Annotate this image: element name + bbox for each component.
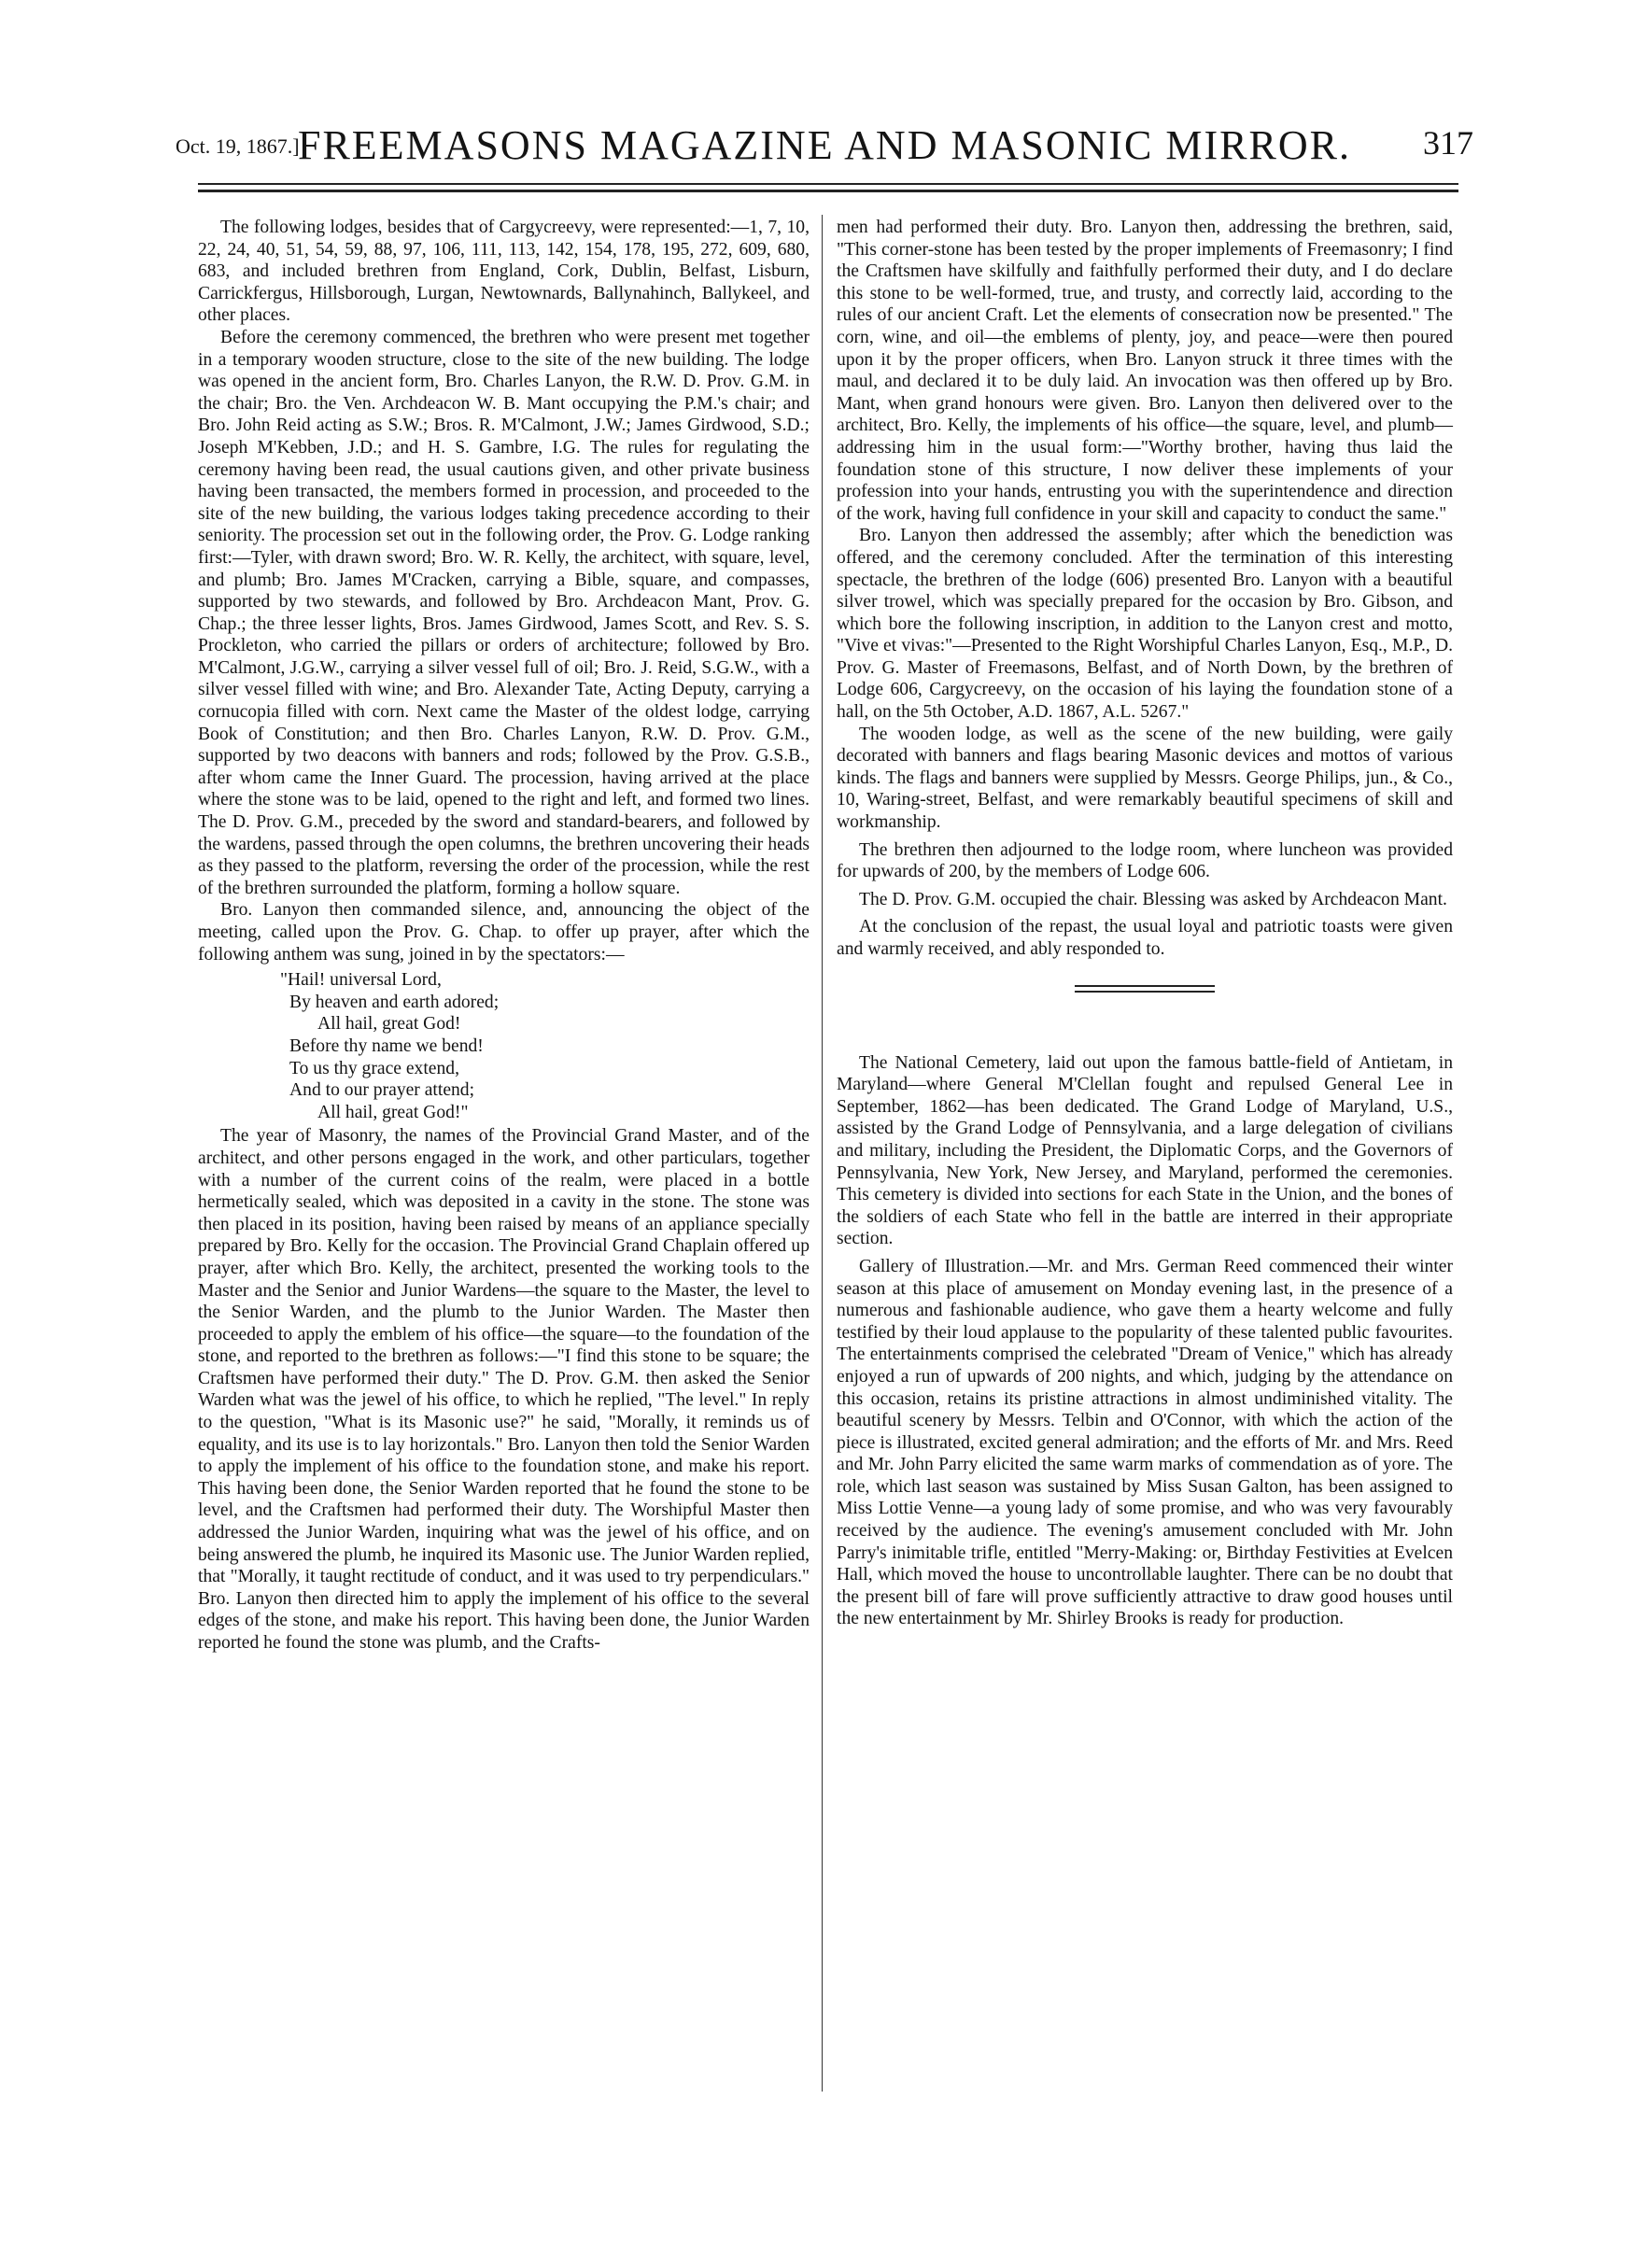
header-rule-thin	[198, 183, 1458, 185]
verse-line: And to our prayer attend;	[289, 1080, 475, 1101]
magazine-title: FREEMASONS MAGAZINE AND MASONIC MIRROR.	[297, 122, 1351, 168]
verse-line: By heaven and earth adored;	[289, 992, 500, 1012]
verse-line: "Hail! universal Lord,	[280, 970, 442, 991]
national-cemetery-paragraph: The National Cemetery, laid out upon the famous battle-field of Antietam, in Maryland—where General M'Clellan fought and repulsed General Lee in September, 1862—has been dedicated. The Grand Lodge of Maryland, U.S., assisted by the Grand Lodge of Pennsylvania, and a large delegation of civilians and military, including the President, the Diplomatic Corps, and the Governors of Pennsylvania, New York, New Jersey, and Maryland, performed the ceremonies. This cemetery is divided into sections for each State in the Union, and the bones of the soldiers of each State who fell in the battle are interred in their appropriate section.	[837, 1052, 1453, 1249]
page-header	[176, 121, 1473, 177]
left-column	[198, 217, 810, 1655]
verse-line: All hail, great God!"	[317, 1102, 469, 1122]
verse-line: Before thy name we bend!	[289, 1035, 484, 1056]
chair-paragraph: The D. Prov. G.M. occupied the chair. Blessing was asked by Archdeacon Mant.	[859, 889, 1447, 909]
stone-laying-paragraph: The year of Masonry, the names of the Provincial Grand Master, and of the architect, and other persons engaged in the work, and other particulars, together with a number of the current coins of the realm, were placed in a bottle hermetically sealed, which was deposited in a cavity in the stone. The stone was then placed in its position, having been raised by means of an appliance specially prepared by Bro. Kelly for the occasion. The Provincial Grand Chaplain offered up prayer, after which Bro. Kelly, the architect, presented the working tools to the Master and the Senior and Junior Wardens—the square to the Master, the level to the Senior Warden, and the plumb to the Junior Warden. The Master then proceeded to apply the emblem of his office—the square—to the foundation of the stone, and reported to the brethren as follows:—"I find this stone to be square; the Craftsmen have performed their duty." The D. Prov. G.M. then asked the Senior Warden what was the jewel of his office, to which he replied, "The level." In reply to the question, "What is its Masonic use?" he said, "Morally, it reminds us of equality, and its use is to lay horizontals." Bro. Lanyon then told the Senior Warden to apply the implement of his office to the foundation stone, and make his report. This having been done, the Senior Warden reported that he found the stone to be level, and the Craftsmen had performed their duty. The Worshipful Master then addressed the Junior Warden, inquiring what was the jewel of his office, and on being answered the plumb, he inquired its Masonic use. The Junior Warden replied, that "Morally, it taught rectitude of conduct, and it was used to try perpendiculars." Bro. Lanyon then directed him to apply the implement of his office to the several edges of the stone, and make his report. This having been done, the Junior Warden reported he found the stone was plumb, and the Crafts-	[198, 1126, 810, 1653]
luncheon-paragraph: The brethren then adjourned to the lodge room, where luncheon was provided for upwards of 200, by the members of Lodge 606.	[837, 839, 1453, 882]
lodges-represented-paragraph: The following lodges, besides that of Cargycreevy, were represented:—1, 7, 10, 22, 24, 40, 51, 54, 59, 88, 97, 106, 111, 113, 142, 154, 178, 195, 272, 609, 680, 683, and included brethren from England, Cork, Dublin, Belfast, Lisburn, Carrickfergus, Hillsborough, Lurgan, Newtownards, Ballynahinch, Ballykeel, and other places.	[198, 218, 810, 326]
toasts-paragraph: At the conclusion of the repast, the usual loyal and patriotic toasts were given and warmly received, and ably responded to.	[837, 917, 1453, 959]
page-number: 317	[1423, 124, 1473, 162]
trowel-presentation-paragraph: Bro. Lanyon then addressed the assembly; after which the benediction was offered, and the ceremony concluded. After the termination of this interesting spectacle, the brethren of the lodge (606) presented Bro. Lanyon with a beautiful silver trowel, which was specially prepared for the occasion by Bro. Gibson, and which bore the following inscription, in addition to the Lanyon crest and motto, "Vive et vivas:"—Presented to the Right Worshipful Charles Lanyon, Esq., M.P., D. Prov. G. Master of Freemasons, Belfast, and of North Down, by the brethren of Lodge 606, Cargycreevy, on the occasion of his laying the foundation stone of a hall, on the 5th October, A.D. 1867, A.L. 5267."	[837, 526, 1453, 723]
column-divider	[822, 215, 823, 2092]
anthem-verse	[198, 969, 810, 1123]
procession-paragraph: Before the ceremony commenced, the brethren who were present met together in a temporary wooden structure, close to the site of the new building. The lodge was opened in the ancient form, Bro. Charles Lanyon, the R.W. D. Prov. G.M. in the chair; Bro. the Ven. Archdeacon W. B. Mant occupying the P.M.'s chair; and Bro. John Reid acting as S.W.; Bros. R. M'Calmont, J.W.; James Girdwood, S.D.; Joseph M'Kebben, J.D.; and H. S. Gambre, I.G. The rules for regulating the ceremony having been read, the usual cautions given, and other private business having been transacted, the members formed in procession, and proceeded to the site of the new building, the various lodges taking precedence according to their seniority. The procession set out in the following order, the Prov. G. Lodge ranking first:—Tyler, with drawn sword; Bro. W. R. Kelly, the architect, with square, level, and plumb; Bro. James M'Cracken, carrying a Bible, square, and compasses, supported by two stewards, and followed by Bro. Archdeacon Mant, Prov. G. Chap.; the three lesser lights, Bros. James Girdwood, James Scott, and Rev. S. S. Prockleton, who carried the pillars or orders of architecture; followed by Bro. M'Calmont, J.G.W., carrying a silver vessel full of oil; Bro. J. Reid, S.G.W., with a silver vessel filled with wine; and Bro. Alexander Tate, Acting Deputy, carrying a cornucopia filled with corn. Next came the Master of the oldest lodge, carrying Book of Constitution; and then Bro. Charles Lanyon, R.W. D. Prov. G.M., supported by two deacons with banners and rods; followed by the Prov. G.S.B., after whom came the Inner Guard. The procession, having arrived at the place where the stone was to be laid, opened to the right and left, and formed two lines. The D. Prov. G.M., preceded by the sword and standard-bearers, and followed by the wardens, passed through the open columns, the brethren uncovering their heads as they passed to the platform, reversing the order of the procession, while the rest of the brethren surrounded the platform, forming a hollow square.	[198, 327, 810, 898]
verse-line: All hail, great God!	[317, 1014, 461, 1035]
gallery-of-illustration-paragraph: Gallery of Illustration.—Mr. and Mrs. German Reed commenced their winter season at this place of amusement on Monday evening last, in the presence of a numerous and fashionable audience, who gave them a hearty welcome and fully testified by their loud applause to the popularity of these talented public favourites. The entertainments comprised the celebrated "Dream of Venice," which has already enjoyed a run of upwards of 200 nights, and which, judging by the attendance on this occasion, retains its pristine attractions in almost undiminished vitality. The beautiful scenery by Messrs. Telbin and O'Connor, with which the action of the piece is illustrated, excited general admiration; and the efforts of Mr. and Mrs. Reed and Mr. John Parry elicited the same warm marks of commendation as of yore. The role, which last season was sustained by Miss Susan Galton, has been assigned to Miss Lottie Venne—a young lady of some promise, and who was very favourably received by the audience. The evening's amusement concluded with Mr. John Parry's inimitable trifle, entitled "Merry-Making: or, Birthday Festivities at Evelcen Hall, which moved the house to uncontrollable laughter. There can be no doubt that the present bill of fare will prove sufficiently attractive to draw good houses until the new entertainment by Mr. Shirley Brooks is ready for production.	[837, 1256, 1453, 1629]
issue-date: Oct. 19, 1867.]	[176, 134, 300, 158]
decorations-paragraph: The wooden lodge, as well as the scene of the new building, were gaily decorated with banners and flags bearing Masonic devices and mottos of various kinds. The flags and banners were supplied by Messrs. George Philips, jun., & Co., 10, Waring-street, Belfast, and were remarkably beautiful specimens of skill and workmanship.	[837, 724, 1453, 833]
section-divider-rule	[1075, 985, 1215, 996]
silence-paragraph: Bro. Lanyon then commanded silence, and, announcing the object of the meeting, called upon the Prov. G. Chap. to offer up prayer, after which the following anthem was sung, joined in by the spectators:—	[198, 900, 810, 965]
consecration-paragraph: men had performed their duty. Bro. Lanyon then, addressing the brethren, said, "This corner-stone has been tested by the proper implements of Freemasonry; I find the Craftsmen have skilfully and faithfully performed their duty, and I do declare this stone to be well-formed, true, and trusty, and correctly laid, according to the rules of our ancient Craft. Let the elements of consecration now be presented." The corn, wine, and oil—the emblems of plenty, joy, and peace—were then poured upon it by the proper officers, when Bro. Lanyon struck it three times with the maul, and declared it to be duly laid. An invocation was then offered up by Bro. Mant, when grand honours were given. Bro. Lanyon then delivered over to the architect, Bro. Kelly, the implements of his office—the square, level, and plumb—addressing him in the usual form:—"Worthy brother, having thus laid the foundation stone of this structure, I now deliver these implements of your profession into your hands, entrusting you with the superintendence and direction of the work, having full confidence in your skill and capacity to conduct the same."	[837, 218, 1453, 524]
right-column	[837, 217, 1453, 1630]
verse-line: To us thy grace extend,	[289, 1058, 459, 1078]
header-rule-thick	[198, 190, 1458, 192]
